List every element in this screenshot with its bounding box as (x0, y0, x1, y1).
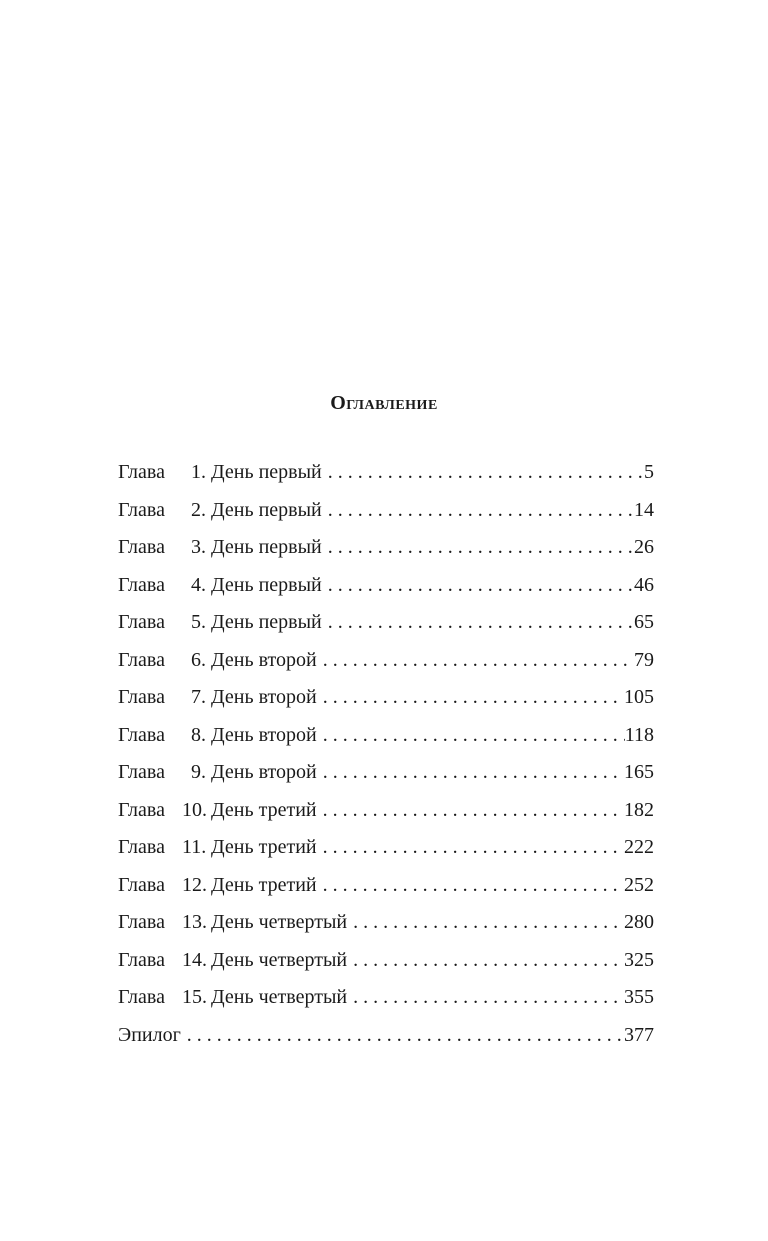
entry-page-number: 355 (624, 986, 654, 1008)
entry-page-number: 325 (624, 948, 654, 971)
entry-title: День четвертый (211, 911, 348, 933)
entry-page-number: 79 (634, 648, 654, 671)
entry-title: День первый (211, 573, 322, 596)
dot-leader (322, 571, 634, 599)
entry-label: Глава (118, 498, 165, 521)
entry-label: Глава (118, 536, 165, 558)
toc-entry-epilogue (118, 1021, 654, 1059)
entry-number: 13. (182, 911, 207, 933)
toc-entry-4 (118, 571, 654, 609)
entry-title: День третий (211, 836, 317, 858)
entry-title: День четвертый (211, 948, 348, 971)
entry-page-number: 105 (624, 686, 654, 708)
entry-label: Глава (118, 911, 165, 933)
entry-page-number: 280 (624, 911, 654, 933)
entry-label: Глава (118, 611, 165, 633)
entry-page-number: 14 (634, 498, 654, 521)
entry-page-number: 46 (634, 573, 654, 596)
entry-title: День четвертый (211, 986, 348, 1008)
entry-label: Глава (118, 573, 165, 596)
entry-page-number: 5 (644, 461, 654, 483)
entry-label: Глава (118, 836, 165, 858)
dot-leader (322, 496, 634, 524)
entry-title: День второй (211, 648, 317, 671)
entry-title: День первый (211, 498, 322, 521)
dot-leader (317, 796, 624, 824)
toc-entry-15 (118, 983, 654, 1021)
entry-number: 11. (182, 836, 207, 858)
dot-leader (347, 908, 624, 936)
dot-leader (317, 871, 624, 899)
entry-label: Глава (118, 948, 165, 971)
entry-page-number: 377 (624, 1023, 654, 1046)
entry-title: День третий (211, 873, 317, 896)
toc-entry-6 (118, 646, 654, 684)
dot-leader (322, 458, 644, 486)
entry-page-number: 182 (624, 798, 654, 821)
toc-list (118, 458, 654, 1058)
dot-leader (347, 946, 624, 974)
dot-leader (322, 533, 634, 561)
toc-entry-10 (118, 796, 654, 834)
toc-entry-3 (118, 533, 654, 571)
entry-label: Глава (118, 461, 165, 483)
entry-number: 3. (191, 536, 206, 558)
entry-page-number: 165 (624, 761, 654, 783)
entry-label: Глава (118, 648, 165, 671)
toc-entry-5 (118, 608, 654, 646)
entry-number: 1. (191, 461, 206, 483)
entry-number: 9. (191, 761, 206, 783)
entry-page-number: 252 (624, 873, 654, 896)
dot-leader (317, 683, 624, 711)
dot-leader (317, 758, 624, 786)
entry-label: Глава (118, 873, 165, 896)
entry-page-number: 26 (634, 536, 654, 558)
entry-title: День первый (211, 611, 322, 633)
toc-entry-2 (118, 496, 654, 534)
entry-number: 2. (191, 498, 206, 521)
toc-entry-1 (118, 458, 654, 496)
entry-label: Глава (118, 986, 165, 1008)
dot-leader (347, 983, 624, 1011)
entry-title: День второй (211, 761, 317, 783)
entry-page-number: 65 (634, 611, 654, 633)
entry-title: День первый (211, 461, 322, 483)
entry-label: Глава (118, 686, 165, 708)
dot-leader (322, 608, 634, 636)
entry-title: День первый (211, 536, 322, 558)
entry-title: Эпилог (118, 1023, 181, 1046)
entry-label: Глава (118, 723, 165, 746)
toc-entry-9 (118, 758, 654, 796)
entry-number: 5. (191, 611, 206, 633)
entry-number: 12. (182, 873, 207, 896)
entry-title: День второй (211, 686, 317, 708)
entry-title: День третий (211, 798, 317, 821)
entry-number: 6. (191, 648, 206, 671)
toc-entry-12 (118, 871, 654, 909)
dot-leader (317, 721, 625, 749)
entry-number: 10. (182, 798, 207, 821)
entry-number: 14. (182, 948, 207, 971)
toc-entry-7 (118, 683, 654, 721)
toc-title: Оглавление (330, 392, 438, 414)
entry-page-number: 222 (624, 836, 654, 858)
toc-entry-8 (118, 721, 654, 759)
toc-entry-11 (118, 833, 654, 871)
toc-entry-14 (118, 946, 654, 984)
entry-number: 8. (191, 723, 206, 746)
entry-label: Глава (118, 798, 165, 821)
entry-number: 15. (182, 986, 207, 1008)
entry-number: 4. (191, 573, 206, 596)
entry-number: 7. (191, 686, 206, 708)
toc-entry-13 (118, 908, 654, 946)
dot-leader (181, 1021, 624, 1049)
entry-title: День второй (211, 723, 317, 746)
entry-label: Глава (118, 761, 165, 783)
dot-leader (317, 833, 624, 861)
entry-page-number: 118 (624, 723, 654, 746)
dot-leader (317, 646, 634, 674)
